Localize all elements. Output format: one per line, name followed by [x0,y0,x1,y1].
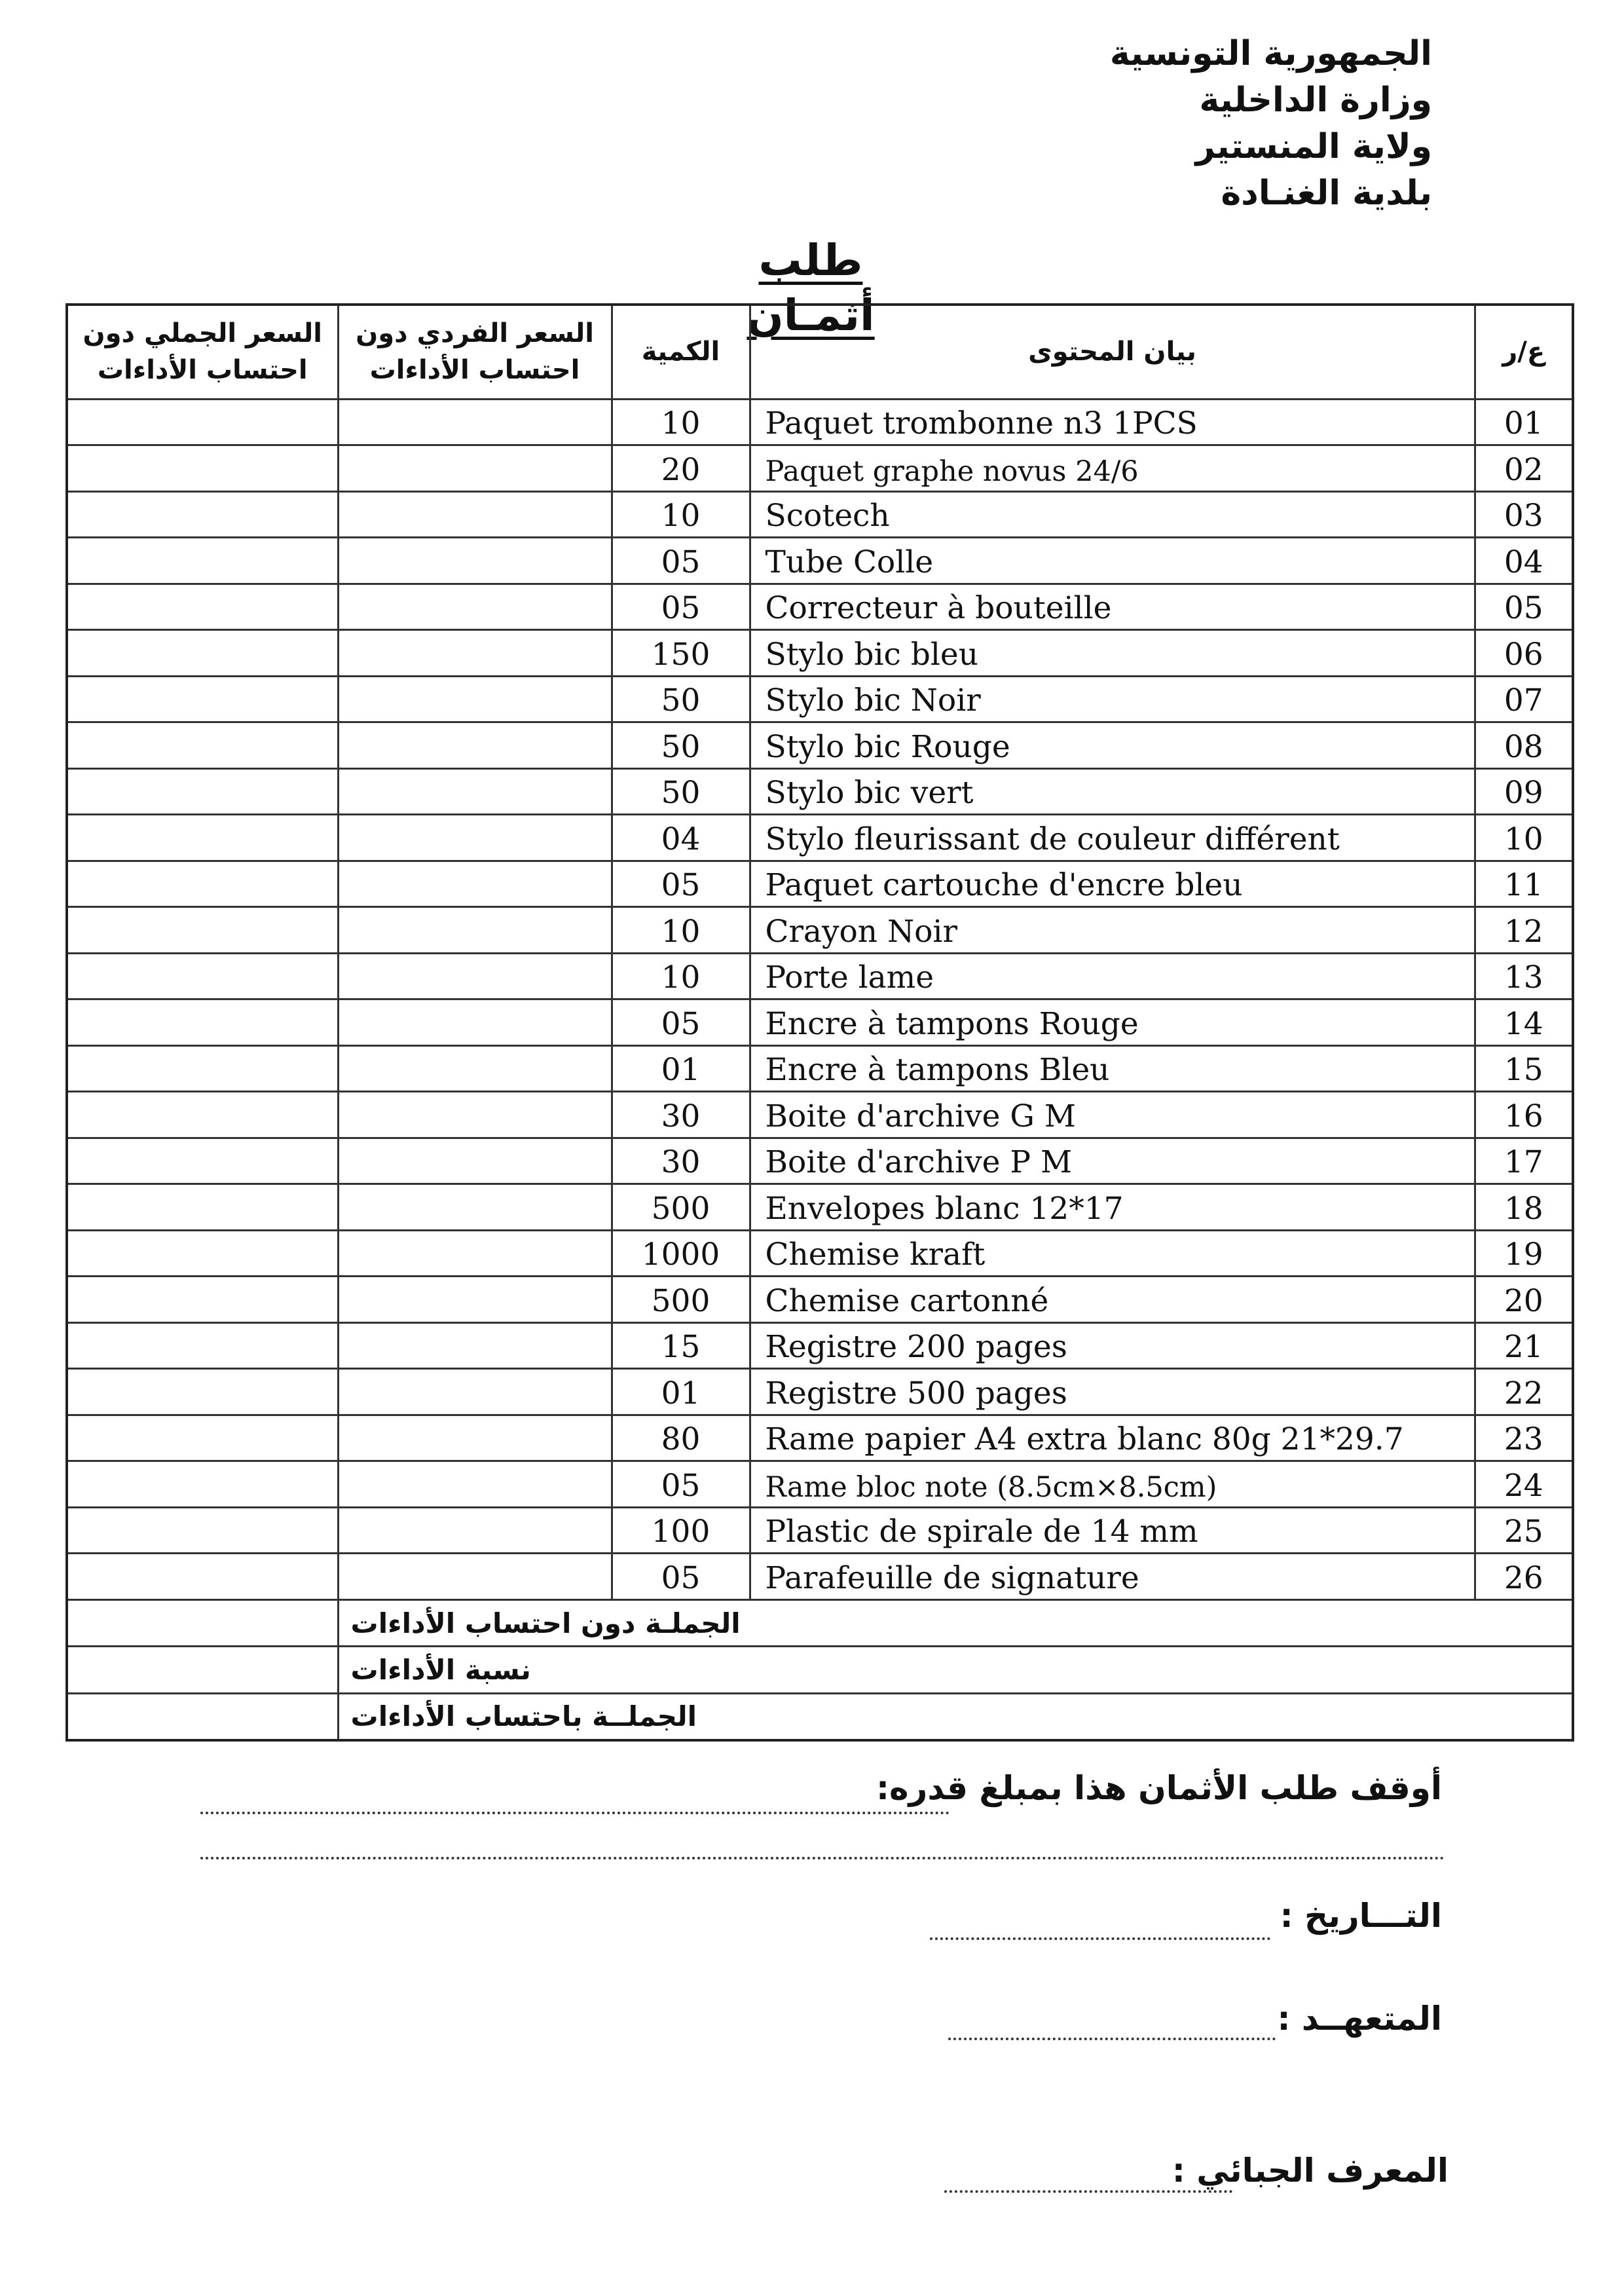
item-quantity: 30 [612,1138,750,1184]
item-description: Stylo bic bleu [750,630,1475,677]
item-unit-price-cell[interactable] [338,999,612,1046]
item-number: 23 [1475,1415,1573,1461]
table-row [67,1461,1573,1508]
letterhead-line-municipality: بلدية الغنـادة [1221,174,1432,213]
item-unit-price-cell[interactable] [338,1138,612,1184]
item-quantity: 01 [612,1045,750,1092]
item-total-price-cell[interactable] [67,676,338,722]
item-description: Encre à tampons Bleu [750,1045,1475,1092]
item-unit-price-cell[interactable] [338,445,612,492]
item-total-price-cell[interactable] [67,1045,338,1092]
item-total-price-cell[interactable] [67,1322,338,1369]
item-description: Scotech [750,491,1475,538]
item-quantity: 50 [612,722,750,769]
letterhead-line-governorate: ولاية المنستير [1195,127,1432,166]
document-title: طلب أثمـان [747,235,875,341]
item-quantity: 50 [612,676,750,722]
item-unit-price-cell[interactable] [338,768,612,815]
bidder-label: المتعهــد : [1277,2000,1442,2038]
item-total-price-cell[interactable] [67,399,338,445]
item-number: 12 [1475,907,1573,954]
item-description: Rame bloc note (8.5cm×8.5cm) [750,1461,1475,1508]
item-number: 16 [1475,1092,1573,1138]
amount-field-line-2[interactable] [200,1857,1445,1859]
item-description: Correcteur à bouteille [750,584,1475,630]
item-number: 18 [1475,1184,1573,1231]
item-description: Crayon Noir [750,907,1475,954]
item-total-price-cell[interactable] [67,815,338,861]
table-row [67,1138,1573,1184]
table-row [67,953,1573,999]
item-description: Registre 200 pages [750,1322,1475,1369]
item-quantity: 10 [612,907,750,954]
item-description: Stylo bic Rouge [750,722,1475,769]
item-total-price-cell[interactable] [67,768,338,815]
item-number: 25 [1475,1507,1573,1554]
item-quantity: 05 [612,999,750,1046]
item-unit-price-cell[interactable] [338,722,612,769]
item-description: Porte lame [750,953,1475,999]
item-unit-price-cell[interactable] [338,538,612,584]
item-quantity: 15 [612,1322,750,1369]
table-header-row [67,305,1573,399]
tax-id-field[interactable] [944,2190,1232,2193]
item-number: 14 [1475,999,1573,1046]
table-row [67,1369,1573,1415]
item-number: 21 [1475,1322,1573,1369]
item-unit-price-cell[interactable] [338,1322,612,1369]
item-unit-price-cell[interactable] [338,1184,612,1231]
tax-id-label: المعرف الجبائي : [1172,2152,1449,2190]
table-row [67,1554,1573,1600]
bidder-field[interactable] [948,2038,1276,2040]
table-row [67,676,1573,722]
table-row [67,907,1573,954]
item-number: 01 [1475,399,1573,445]
item-total-price-cell[interactable] [67,584,338,630]
item-number: 03 [1475,491,1573,538]
item-total-price-cell[interactable] [67,445,338,492]
item-description: Chemise cartonné [750,1277,1475,1323]
date-label: التـــاريخ : [1280,1897,1442,1935]
summary-label-total-excl-tax: الجملـة دون احتساب الأداءات [338,1599,1573,1647]
table-row [67,861,1573,907]
table-row [67,1184,1573,1231]
summary-label-tax-rate: نسبة الأداءات [338,1647,1573,1694]
item-number: 08 [1475,722,1573,769]
item-unit-price-cell[interactable] [338,584,612,630]
item-number: 19 [1475,1230,1573,1277]
item-quantity: 100 [612,1507,750,1554]
item-description: Boite d'archive P M [750,1138,1475,1184]
item-total-price-cell[interactable] [67,999,338,1046]
item-unit-price-cell[interactable] [338,953,612,999]
item-number: 26 [1475,1554,1573,1600]
item-unit-price-cell[interactable] [338,861,612,907]
item-total-price-cell[interactable] [67,861,338,907]
item-unit-price-cell[interactable] [338,1369,612,1415]
item-number: 24 [1475,1461,1573,1508]
table-row [67,722,1573,769]
item-number: 17 [1475,1138,1573,1184]
summary-label-total-incl-tax: الجملــة باحتساب الأداءات [338,1693,1573,1740]
item-quantity: 30 [612,1092,750,1138]
column-header-total-price: السعر الجملي دون احتساب الأداءات [67,305,338,399]
item-number: 07 [1475,676,1573,722]
item-unit-price-cell[interactable] [338,1415,612,1461]
column-header-number: ع/ر [1475,305,1573,399]
item-number: 09 [1475,768,1573,815]
item-number: 22 [1475,1369,1573,1415]
item-description: Tube Colle [750,538,1475,584]
item-number: 04 [1475,538,1573,584]
item-quantity: 05 [612,861,750,907]
item-quantity: 05 [612,538,750,584]
item-description: Plastic de spirale de 14 mm [750,1507,1475,1554]
item-total-price-cell[interactable] [67,1184,338,1231]
letterhead-line-ministry: وزارة الداخلية [1199,81,1432,120]
summary-value-total-excl-tax[interactable] [67,1599,338,1647]
item-quantity: 50 [612,768,750,815]
item-total-price-cell[interactable] [67,630,338,677]
item-quantity: 04 [612,815,750,861]
table-row [67,399,1573,445]
amount-label: أوقف طلب الأثمان هذا بمبلغ قدره: [876,1769,1442,1807]
item-description: Stylo fleurissant de couleur différent [750,815,1475,861]
item-quantity: 10 [612,399,750,445]
item-number: 13 [1475,953,1573,999]
table-row [67,584,1573,630]
item-unit-price-cell[interactable] [338,1230,612,1277]
item-unit-price-cell[interactable] [338,815,612,861]
column-header-quantity: الكمية [612,305,750,399]
amount-field-line-1[interactable] [200,1812,950,1814]
item-quantity: 10 [612,953,750,999]
summary-row-tax-rate [67,1647,1573,1694]
item-number: 11 [1475,861,1573,907]
item-unit-price-cell[interactable] [338,1554,612,1600]
item-unit-price-cell[interactable] [338,491,612,538]
table-row [67,999,1573,1046]
item-description: Paquet cartouche d'encre bleu [750,861,1475,907]
price-request-table-container [65,303,1572,1742]
item-unit-price-cell[interactable] [338,1045,612,1092]
item-quantity: 150 [612,630,750,677]
item-unit-price-cell[interactable] [338,1092,612,1138]
table-row [67,1277,1573,1323]
table-row [67,1322,1573,1369]
item-total-price-cell[interactable] [67,722,338,769]
item-unit-price-cell[interactable] [338,676,612,722]
item-total-price-cell[interactable] [67,1507,338,1554]
table-row [67,1230,1573,1277]
item-number: 10 [1475,815,1573,861]
item-unit-price-cell[interactable] [338,907,612,954]
table-row [67,1092,1573,1138]
item-total-price-cell[interactable] [67,1092,338,1138]
table-row [67,768,1573,815]
item-total-price-cell[interactable] [67,1230,338,1277]
item-number: 20 [1475,1277,1573,1323]
item-quantity: 05 [612,1461,750,1508]
item-description: Stylo bic Noir [750,676,1475,722]
item-unit-price-cell[interactable] [338,630,612,677]
column-header-description: بيان المحتوى [750,305,1475,399]
item-quantity: 500 [612,1184,750,1231]
item-total-price-cell[interactable] [67,1461,338,1508]
item-number: 15 [1475,1045,1573,1092]
item-description: Envelopes blanc 12*17 [750,1184,1475,1231]
table-row [67,445,1573,492]
item-quantity: 20 [612,445,750,492]
item-quantity: 500 [612,1277,750,1323]
letterhead [1105,31,1432,217]
table-row [67,630,1573,677]
item-number: 02 [1475,445,1573,492]
item-quantity: 80 [612,1415,750,1461]
summary-row-total-incl-tax [67,1693,1573,1740]
item-unit-price-cell[interactable] [338,1277,612,1323]
item-description: Parafeuille de signature [750,1554,1475,1600]
item-total-price-cell[interactable] [67,1277,338,1323]
item-total-price-cell[interactable] [67,1138,338,1184]
item-total-price-cell[interactable] [67,953,338,999]
table-row [67,815,1573,861]
item-quantity: 01 [612,1369,750,1415]
item-description: Stylo bic vert [750,768,1475,815]
table-row [67,491,1573,538]
item-description: Encre à tampons Rouge [750,999,1475,1046]
summary-row-total-excl-tax [67,1599,1573,1647]
item-description: Boite d'archive G M [750,1092,1475,1138]
item-description: Paquet graphe novus 24/6 [750,445,1475,492]
letterhead-line-country: الجمهورية التونسية [1109,34,1432,73]
summary-value-total-incl-tax[interactable] [67,1693,338,1740]
item-total-price-cell[interactable] [67,491,338,538]
item-total-price-cell[interactable] [67,538,338,584]
item-number: 06 [1475,630,1573,677]
table-row [67,538,1573,584]
item-description: Paquet trombonne n3 1PCS [750,399,1475,445]
summary-value-tax-rate[interactable] [67,1647,338,1694]
item-total-price-cell[interactable] [67,1415,338,1461]
item-description: Chemise kraft [750,1230,1475,1277]
item-total-price-cell[interactable] [67,1554,338,1600]
item-description: Registre 500 pages [750,1369,1475,1415]
item-unit-price-cell[interactable] [338,1461,612,1508]
item-total-price-cell[interactable] [67,1369,338,1415]
table-row [67,1045,1573,1092]
table-row [67,1507,1573,1554]
price-request-table [65,303,1574,1742]
item-quantity: 05 [612,584,750,630]
item-quantity: 10 [612,491,750,538]
table-row [67,1415,1573,1461]
item-description: Rame papier A4 extra blanc 80g 21*29.7 [750,1415,1475,1461]
item-quantity: 05 [612,1554,750,1600]
item-unit-price-cell[interactable] [338,399,612,445]
item-number: 05 [1475,584,1573,630]
date-field[interactable] [930,1937,1270,1940]
item-total-price-cell[interactable] [67,907,338,954]
item-quantity: 1000 [612,1230,750,1277]
item-unit-price-cell[interactable] [338,1507,612,1554]
column-header-unit-price: السعر الفردي دون احتساب الأداءات [338,305,612,399]
